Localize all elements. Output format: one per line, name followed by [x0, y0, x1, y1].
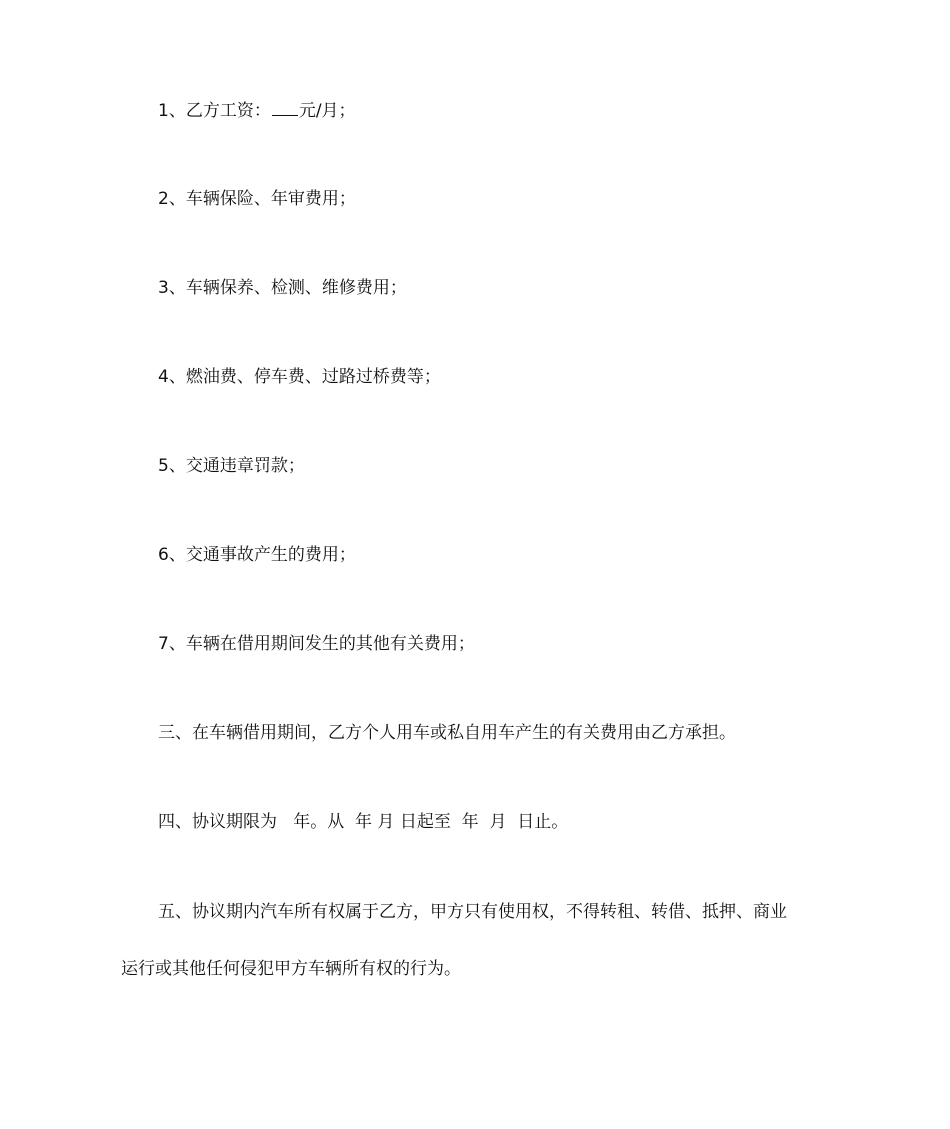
salary-blank	[272, 99, 298, 116]
clause-three: 三、在车辆借用期间，乙方个人用车或私自用车产生的有关费用由乙方承担。	[158, 723, 736, 743]
salary-unit: 元/月；	[298, 101, 356, 121]
list-item: 4、燃油费、停车费、过路过桥费等；	[158, 367, 441, 387]
list-item: 5、交通违章罚款；	[158, 456, 305, 476]
list-item: 6、交通事故产生的费用；	[158, 545, 356, 565]
list-item: 2、车辆保险、年审费用；	[158, 189, 356, 209]
clause-five-line-1: 五、协议期内汽车所有权属于乙方，甲方只有使用权，不得转租、转借、抵押、商业	[158, 902, 787, 922]
clause-five-line-2: 运行或其他任何侵犯甲方车辆所有权的行为。	[121, 959, 461, 979]
list-item: 3、车辆保养、检测、维修费用；	[158, 278, 407, 298]
list-item-salary	[158, 99, 356, 122]
clause-four: 四、协议期限为 年。从 年 月 日起至 年 月 日止。	[158, 812, 569, 832]
salary-label: 1、乙方工资：	[158, 101, 271, 121]
list-item: 7、车辆在借用期间发生的其他有关费用；	[158, 634, 475, 654]
